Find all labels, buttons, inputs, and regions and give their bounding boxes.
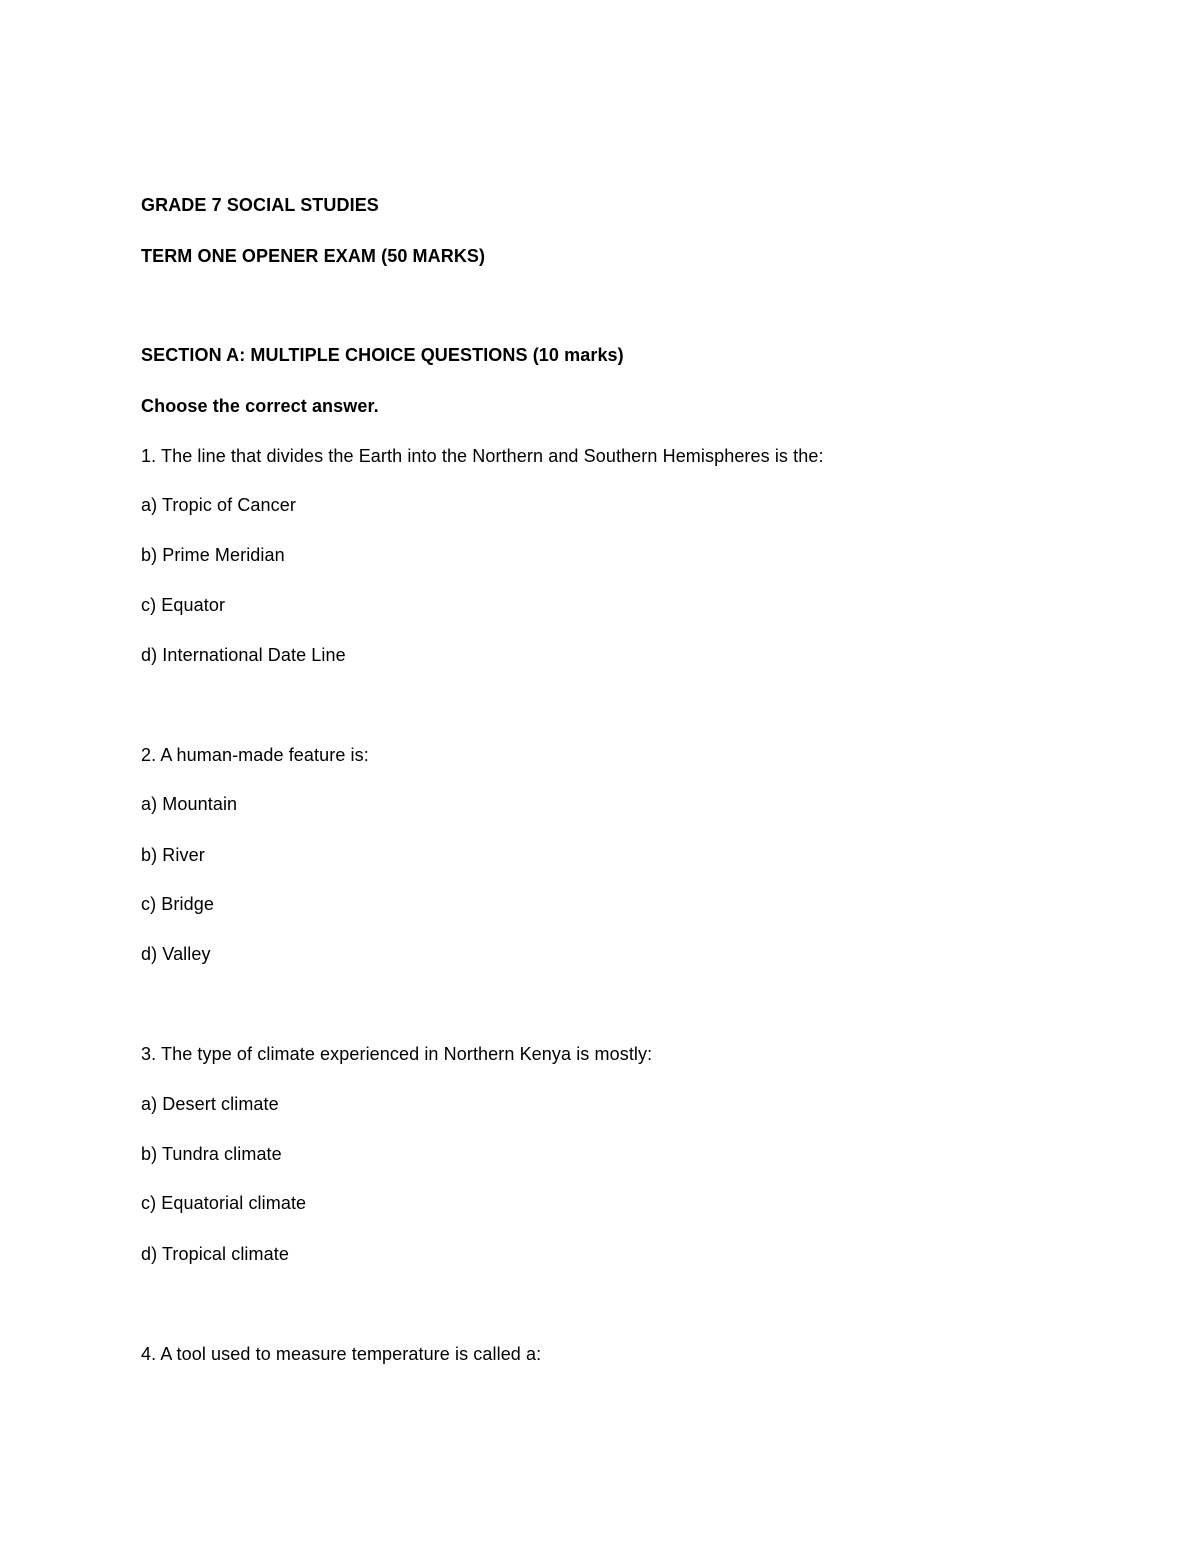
question-3-text: 3. The type of climate experienced in Northern Kenya is mostly: [141, 1044, 653, 1064]
exam-subtitle: TERM ONE OPENER EXAM (50 MARKS) [141, 246, 486, 266]
question-2-text: 2. A human-made feature is: [141, 745, 369, 765]
exam-title: GRADE 7 SOCIAL STUDIES [141, 195, 379, 215]
question-3-option-b: b) Tundra climate [141, 1144, 282, 1164]
section-instruction: Choose the correct answer. [141, 396, 379, 416]
question-1-option-d: d) International Date Line [141, 645, 346, 665]
question-1-option-b: b) Prime Meridian [141, 545, 285, 565]
section-heading: SECTION A: MULTIPLE CHOICE QUESTIONS (10 marks) [141, 345, 624, 365]
question-3-option-c: c) Equatorial climate [141, 1193, 307, 1213]
question-2-option-c: c) Bridge [141, 894, 214, 914]
question-2-option-b: b) River [141, 845, 205, 865]
question-2-option-d: d) Valley [141, 944, 211, 964]
question-1-option-a: a) Tropic of Cancer [141, 495, 296, 515]
question-1-option-c: c) Equator [141, 595, 226, 615]
question-4-text: 4. A tool used to measure temperature is called a: [141, 1344, 542, 1364]
question-3-option-a: a) Desert climate [141, 1094, 279, 1114]
question-2-option-a: a) Mountain [141, 794, 238, 814]
question-1-text: 1. The line that divides the Earth into the Northern and Southern Hemispheres is the: [141, 446, 824, 466]
question-3-option-d: d) Tropical climate [141, 1244, 289, 1264]
